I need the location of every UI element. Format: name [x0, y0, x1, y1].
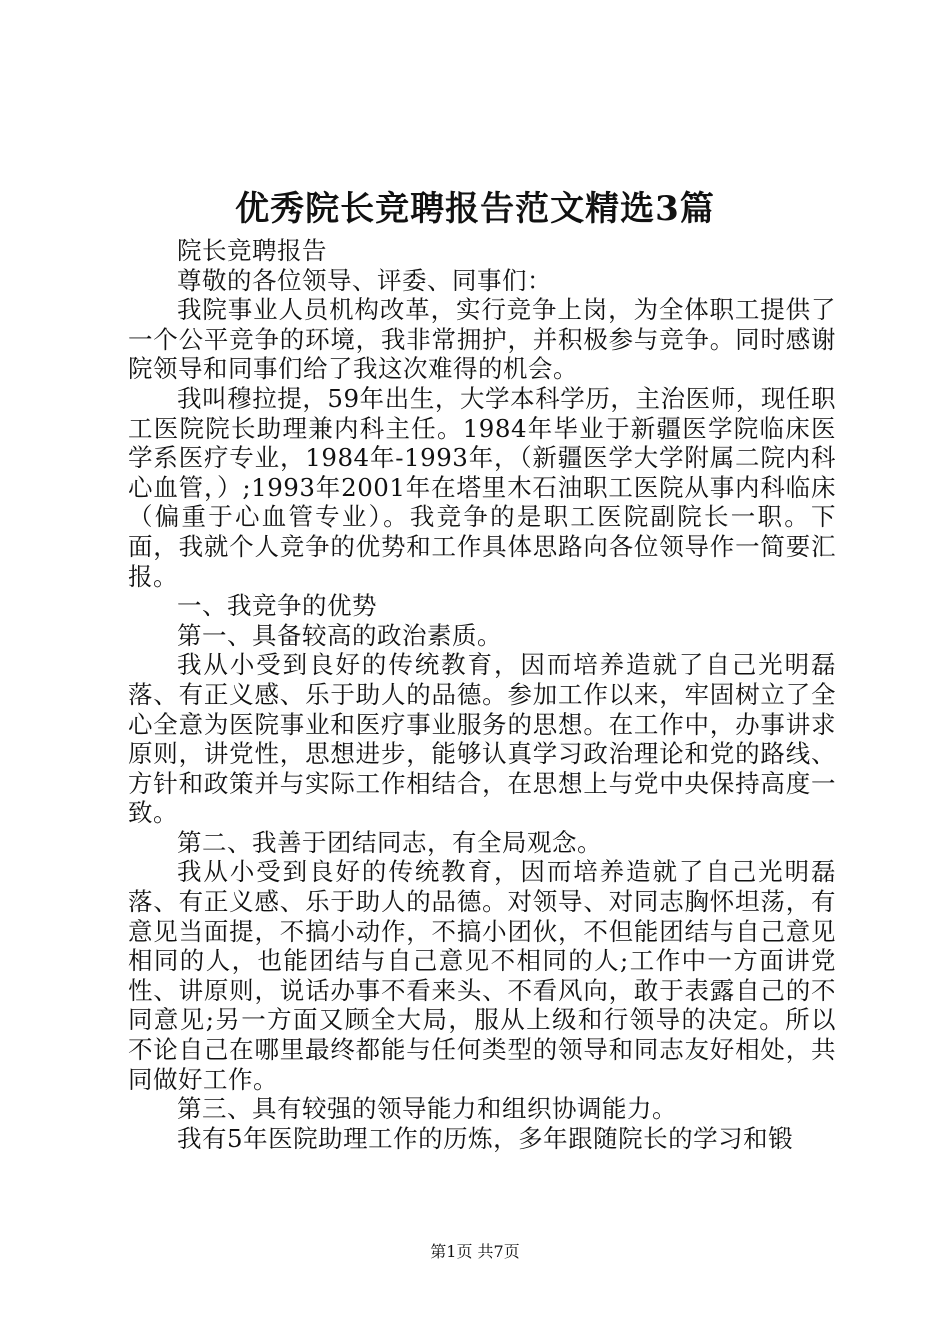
paragraph: 我有5年医院助理工作的历炼，多年跟随院长的学习和锻: [177, 1123, 794, 1153]
document-body: [128, 236, 836, 1153]
paragraph-salutation: 尊敬的各位领导、评委、同事们：: [177, 265, 552, 295]
document-title: 优秀院长竞聘报告范文精选3篇: [235, 189, 715, 229]
paragraph: 我院事业人员机构改革，实行竞争上岗，为全体职工提供了一个公平竞争的环境，我非常拥护，并积极参与竞争。同时感谢院领导和同事们给了我这次难得的机会。: [128, 295, 836, 384]
page-footer: 第1页 共7页: [430, 1242, 520, 1261]
paragraph-heading: 院长竞聘报告: [177, 236, 327, 265]
subsection-heading: 第三、具有较强的领导能力和组织协调能力。: [177, 1094, 677, 1124]
subsection-heading: 第二、我善于团结同志，有全局观念。: [177, 827, 602, 857]
section-heading: 一、我竞争的优势: [177, 591, 377, 621]
paragraph: 我从小受到良好的传统教育，因而培养造就了自己光明磊落、有正义感、乐于助人的品德。对领导、对同志胸怀坦荡，有意见当面提，不搞小动作，不搞小团伙，不但能团结与自己意见相同的人，也能团结与自己意见不相同的人;工作中一方面讲党性、讲原则，说话办事不看来头、不看风向，敢于表露自己的不同意见;另一方面又顾全大局，服从上级和行领导的决定。所以不论自己在哪里最终都能与任何类型的领导和同志友好相处，共同做好工作。: [128, 857, 836, 1094]
subsection-heading: 第一、具备较高的政治素质。: [177, 620, 502, 650]
paragraph: 我从小受到良好的传统教育，因而培养造就了自己光明磊落、有正义感、乐于助人的品德。参加工作以来，牢固树立了全心全意为医院事业和医疗事业服务的思想。在工作中，办事讲求原则，讲党性，思想进步，能够认真学习政治理论和党的路线、方针和政策并与实际工作相结合，在思想上与党中央保持高度一致。: [128, 650, 836, 828]
paragraph: 我叫穆拉提，59年出生，大学本科学历，主治医师，现任职工医院院长助理兼内科主任。1984年毕业于新疆医学院临床医学系医疗专业，1984年-1993年，（新疆医学大学附属二院内科心血管，）;1993年2001年在塔里木石油职工医院从事内科临床（偏重于心血管专业）。我竞争的是职工医院副院长一职。下面，我就个人竞争的优势和工作具体思路向各位领导作一简要汇报。: [128, 383, 836, 591]
